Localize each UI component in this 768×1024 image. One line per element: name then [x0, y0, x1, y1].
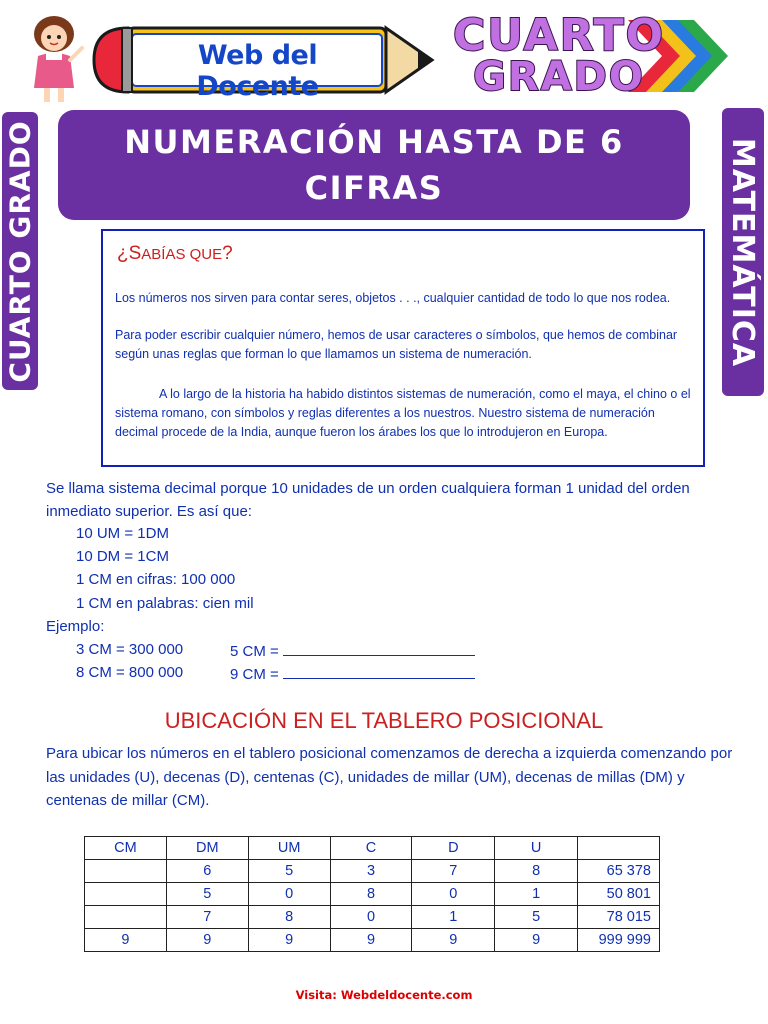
side-banner-subject — [722, 108, 764, 396]
cell-number: 999 999 — [578, 929, 660, 952]
header-d: D — [412, 837, 495, 860]
cell — [85, 906, 167, 929]
cell — [85, 860, 167, 883]
cell: 7 — [166, 906, 248, 929]
cell-number: 65 378 — [578, 860, 660, 883]
cell: 1 — [412, 906, 495, 929]
cell: 5 — [495, 906, 578, 929]
example-label: Ejemplo: — [46, 618, 105, 635]
cell-number: 50 801 — [578, 883, 660, 906]
equivalence-2: 10 DM = 1CM — [76, 548, 169, 565]
cell: 0 — [248, 883, 330, 906]
cell: 9 — [412, 929, 495, 952]
table-row — [85, 929, 660, 952]
example-2-exercise — [230, 664, 475, 683]
positional-table — [84, 836, 660, 952]
cell: 9 — [85, 929, 167, 952]
header-c: C — [330, 837, 412, 860]
header-um: UM — [248, 837, 330, 860]
answer-blank-2[interactable] — [283, 664, 475, 679]
header-cm: CM — [85, 837, 167, 860]
table-row — [85, 883, 660, 906]
side-banner-grade — [2, 112, 38, 390]
header-u: U — [495, 837, 578, 860]
brand-name: Web del Docente — [196, 40, 319, 102]
cell: 8 — [495, 860, 578, 883]
example-1-exercise — [230, 641, 475, 660]
cell: 7 — [412, 860, 495, 883]
table-row — [85, 906, 660, 929]
cell-number: 78 015 — [578, 906, 660, 929]
section-paragraph: Para ubicar los números en el tablero posicional comenzamos de derecha a izquierda comenzando por las unidades (U), decenas (D), centenas (C), unidades de millar (UM), decenas de millas (DM) y centenas de millar (CM). — [46, 745, 733, 809]
equivalence-4: 1 CM en palabras: cien mil — [76, 595, 254, 612]
info-paragraph-1: Los números nos sirven para contar seres, objetos . . ., cualquier cantidad de todo lo que nos rodea. — [115, 291, 671, 305]
table-row — [85, 860, 660, 883]
table-header-row — [85, 837, 660, 860]
cell: 1 — [495, 883, 578, 906]
title-banner — [58, 110, 690, 220]
example-2-prompt: 9 CM = — [230, 666, 283, 683]
example-1-prompt: 5 CM = — [230, 643, 283, 660]
cell: 8 — [330, 883, 412, 906]
teacher-illustration — [24, 12, 86, 104]
grade-title-line2: GRADO — [473, 54, 645, 100]
section-title: UBICACIÓN EN EL TABLERO POSICIONAL — [164, 708, 604, 733]
answer-blank-1[interactable] — [283, 641, 475, 656]
cell: 0 — [412, 883, 495, 906]
side-banner-grade-label: CUARTO GRADO — [3, 119, 37, 383]
cell — [85, 883, 167, 906]
heading-start: ¿S — [117, 243, 142, 264]
cell: 5 — [248, 860, 330, 883]
cell: 8 — [248, 906, 330, 929]
equivalence-3: 1 CM en cifras: 100 000 — [76, 571, 236, 588]
example-1-given: 3 CM = 300 000 — [76, 641, 184, 658]
cell: 6 — [166, 860, 248, 883]
heading-smallcaps: ABÍAS QUE — [141, 246, 223, 263]
cell: 9 — [248, 929, 330, 952]
footer-link[interactable]: Visita: Webdeldocente.com — [295, 988, 473, 1002]
cell: 3 — [330, 860, 412, 883]
heading-end: ? — [222, 243, 233, 264]
info-paragraph-2: Para poder escribir cualquier número, hemos de usar caracteres o símbolos, que hemos de combinar según unas reglas que forman lo que llamamos un sistema de numeración. — [115, 328, 678, 361]
cell: 9 — [330, 929, 412, 952]
did-you-know-heading — [117, 243, 233, 265]
info-paragraph-3 — [115, 385, 701, 442]
page-title: NUMERACIÓN HASTA DE 6 CIFRAS — [124, 123, 624, 207]
side-banner-subject-label: MATEMÁTICA — [725, 137, 761, 367]
example-2-given: 8 CM = 800 000 — [76, 664, 184, 681]
header-dm: DM — [166, 837, 248, 860]
did-you-know-box — [101, 229, 705, 467]
info-paragraph-3-text: A lo largo de la historia ha habido distintos sistemas de numeración, como el maya, el chino o el sistema romano, con símbolos y reglas diferentes a los nuestros. Nuestro sistema de numeración decimal procede de la India, aunque fueron los árabes los que lo introdujeron en Europa. — [115, 387, 691, 439]
cell: 0 — [330, 906, 412, 929]
cell: 5 — [166, 883, 248, 906]
cell: 9 — [495, 929, 578, 952]
intro-paragraph: Se llama sistema decimal porque 10 unidades de un orden cualquiera forman 1 unidad del orden inmediato superior. Es así que: — [46, 480, 690, 520]
cell: 9 — [166, 929, 248, 952]
equivalence-1: 10 UM = 1DM — [76, 525, 169, 542]
header-number — [578, 837, 660, 860]
grade-title-line1: CUARTO — [452, 10, 666, 61]
